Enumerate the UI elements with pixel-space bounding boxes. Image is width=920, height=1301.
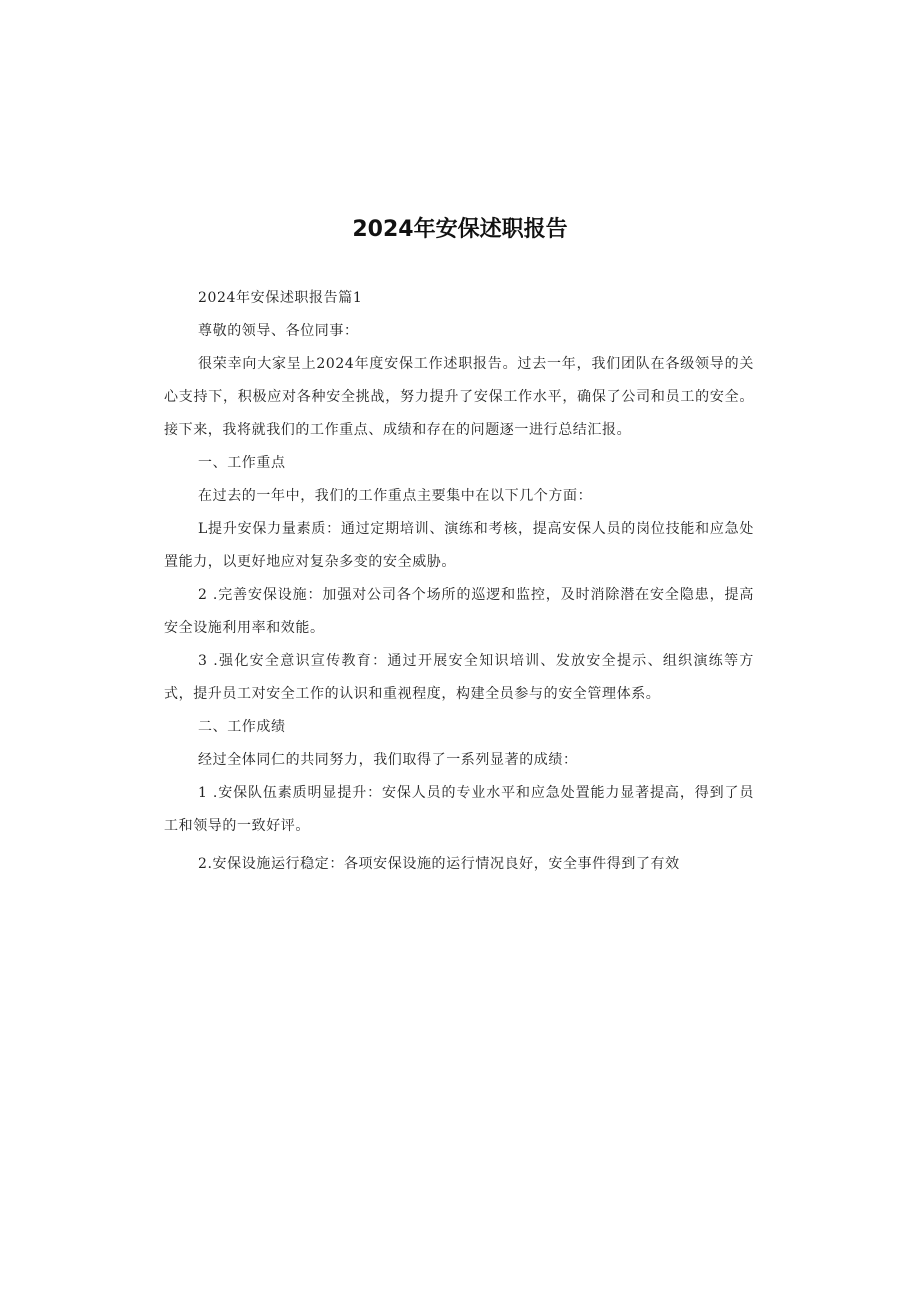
intro-paragraph: 很荣幸向大家呈上2024年度安保工作述职报告。过去一年，我们团队在各级领导的关心支持下，积极应对各种安全挑战，努力提升了安保工作水平，确保了公司和员工的安全。接下来，我将就我们的工作重点、成绩和存在的问题逐一进行总结汇报。 (164, 356, 754, 438)
achievement-item-1: 1 .安保队伍素质明显提升：安保人员的专业水平和应急处置能力显著提高，得到了员工和领导的一致好评。 (164, 785, 754, 834)
document-title: 2024年安保述职报告 (352, 217, 568, 242)
focus-item-3: 3 .强化安全意识宣传教育：通过开展安全知识培训、发放安全提示、组织演练等方式，提升员工对安全工作的认识和重视程度，构建全员参与的安全管理体系。 (164, 653, 754, 702)
achievement-item-2: 2.安保设施运行稳定：各项安保设施的运行情况良好，安全事件得到了有效 (198, 856, 680, 872)
focus-item-2: 2 .完善安保设施：加强对公司各个场所的巡逻和监控，及时消除潜在安全隐患，提高安全设施利用率和效能。 (164, 587, 754, 636)
heading-work-focus: 一、工作重点 (198, 455, 286, 471)
section-heading-part1: 2024年安保述职报告篇1 (198, 290, 363, 306)
document-body (164, 282, 754, 881)
salutation: 尊敬的领导、各位同事： (198, 323, 359, 339)
focus-item-1: L提升安保力量素质：通过定期培训、演练和考核，提高安保人员的岗位技能和应急处置能力，以更好地应对复杂多变的安全威胁。 (164, 521, 754, 570)
achievements-intro: 经过全体同仁的共同努力，我们取得了一系列显著的成绩： (198, 752, 578, 768)
heading-achievements: 二、工作成绩 (198, 719, 286, 735)
focus-intro: 在过去的一年中，我们的工作重点主要集中在以下几个方面： (198, 488, 593, 504)
